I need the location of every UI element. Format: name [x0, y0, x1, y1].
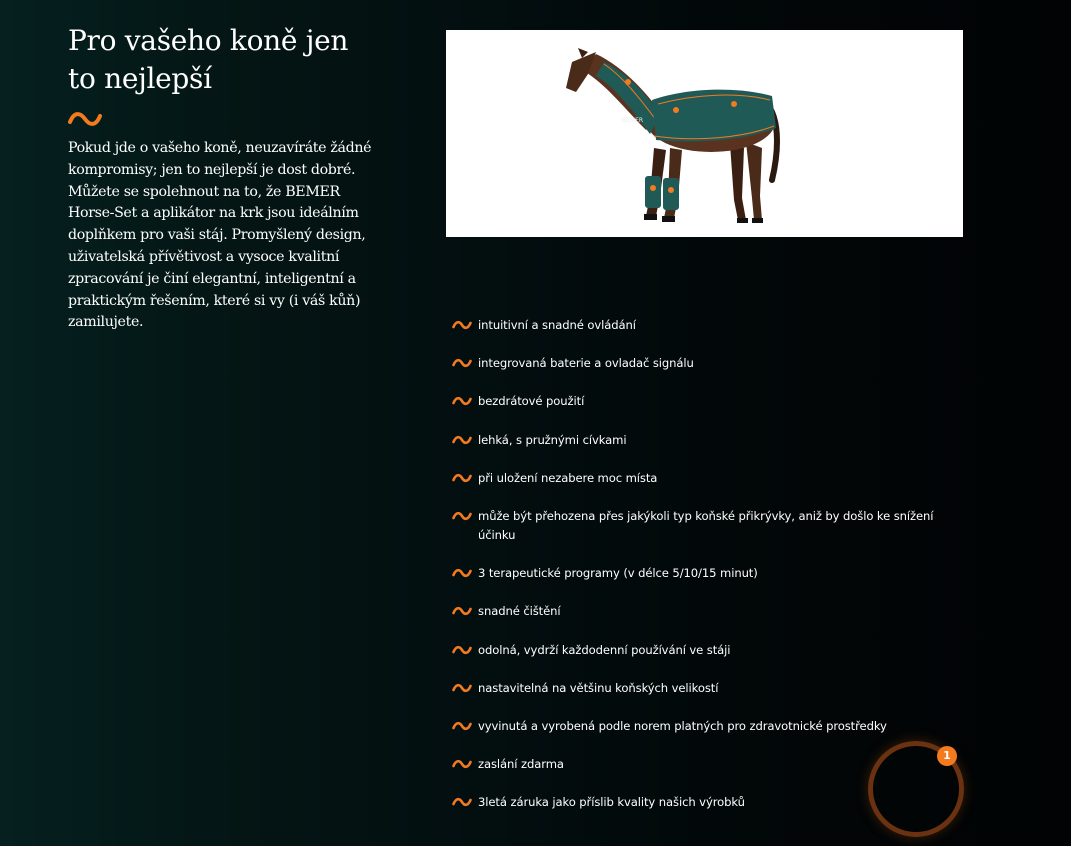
feature-text: intuitivní a snadné ovládání [478, 318, 636, 332]
tilde-decoration-icon [68, 108, 102, 130]
tilde-bullet-icon [452, 319, 472, 331]
tilde-bullet-icon [452, 434, 472, 446]
hoof [737, 218, 748, 223]
feature-item [452, 717, 952, 736]
horse-hind-leg [746, 142, 762, 220]
leg-applicator [663, 178, 679, 210]
led-indicator [625, 79, 631, 85]
horse-illustration [446, 30, 963, 237]
feature-item [452, 564, 952, 583]
feature-item [452, 316, 952, 335]
feature-item [452, 641, 952, 660]
hoof [644, 214, 657, 220]
feature-text: snadné čištění [478, 604, 561, 619]
feature-item [452, 431, 952, 450]
feature-item [452, 392, 952, 411]
feature-text: lehká, s pružnými cívkami [478, 432, 627, 447]
feature-item [452, 354, 952, 373]
tilde-bullet-icon [452, 510, 472, 522]
feature-text: 3 terapeutické programy (v délce 5/10/15 minut) [478, 566, 758, 581]
feature-item [452, 507, 952, 545]
led-indicator [650, 185, 656, 191]
feature-item [452, 602, 952, 621]
feature-text: nastavitelná na většinu koňských velikostí [478, 680, 719, 695]
tilde-bullet-icon [452, 472, 472, 484]
led-indicator [731, 101, 737, 107]
led-indicator [673, 107, 679, 113]
feature-text: zaslání zdarma [478, 757, 564, 772]
feature-text: vyvinutá a vyrobená podle norem platných pro zdravotnické prostředky [478, 718, 887, 733]
page-title: Pro vašeho koně jen to nejlepší [68, 24, 349, 95]
tilde-bullet-icon [452, 720, 472, 732]
feature-text: bezdrátové použití [478, 394, 585, 409]
intro-section [68, 22, 378, 334]
intro-paragraph: Pokud jde o vašeho koně, neuzavíráte žádné kompromisy; jen to nejlepší je dost dobré. Můžete se spolehnout na to, že BEMER Horse-Set a aplikátor na krk jsou ideálním doplňkem pro vaši stáj. Promyšlený design, uživatelská přívětivost a vysoce kvalitní zpracování je činí elegantní, inteligentní a praktickým řešením, které si vy (i váš kůň) zamilujete. [68, 140, 372, 331]
feature-text: integrovaná baterie a ovladač signálu [478, 356, 694, 371]
chat-widget-button[interactable] [868, 741, 964, 837]
chat-notification-badge: 1 [937, 746, 957, 766]
feature-text: může být přehozena přes jakýkoli typ koňské přikrývky, aniž by došlo ke snížení účinku [478, 508, 934, 542]
tilde-bullet-icon [452, 567, 472, 579]
tilde-bullet-icon [452, 758, 472, 770]
bemer-logo: BEMER [622, 117, 644, 124]
horse-hind-leg [730, 144, 746, 220]
tilde-bullet-icon [452, 605, 472, 617]
hoof [752, 218, 763, 223]
feature-text: při uložení nezabere moc místa [478, 470, 658, 485]
hoof [662, 216, 675, 222]
feature-text: odolná, vydrží každodenní používání ve stáji [478, 642, 731, 657]
tilde-bullet-icon [452, 357, 472, 369]
feature-item [452, 469, 952, 488]
tilde-bullet-icon [452, 395, 472, 407]
tilde-bullet-icon [452, 682, 472, 694]
feature-text: 3letá záruka jako příslib kvality našich výrobků [478, 795, 745, 810]
tilde-bullet-icon [452, 644, 472, 656]
led-indicator [668, 187, 674, 193]
leg-applicator [645, 176, 661, 208]
tilde-bullet-icon [452, 796, 472, 808]
product-image [446, 30, 963, 237]
feature-item [452, 679, 952, 698]
